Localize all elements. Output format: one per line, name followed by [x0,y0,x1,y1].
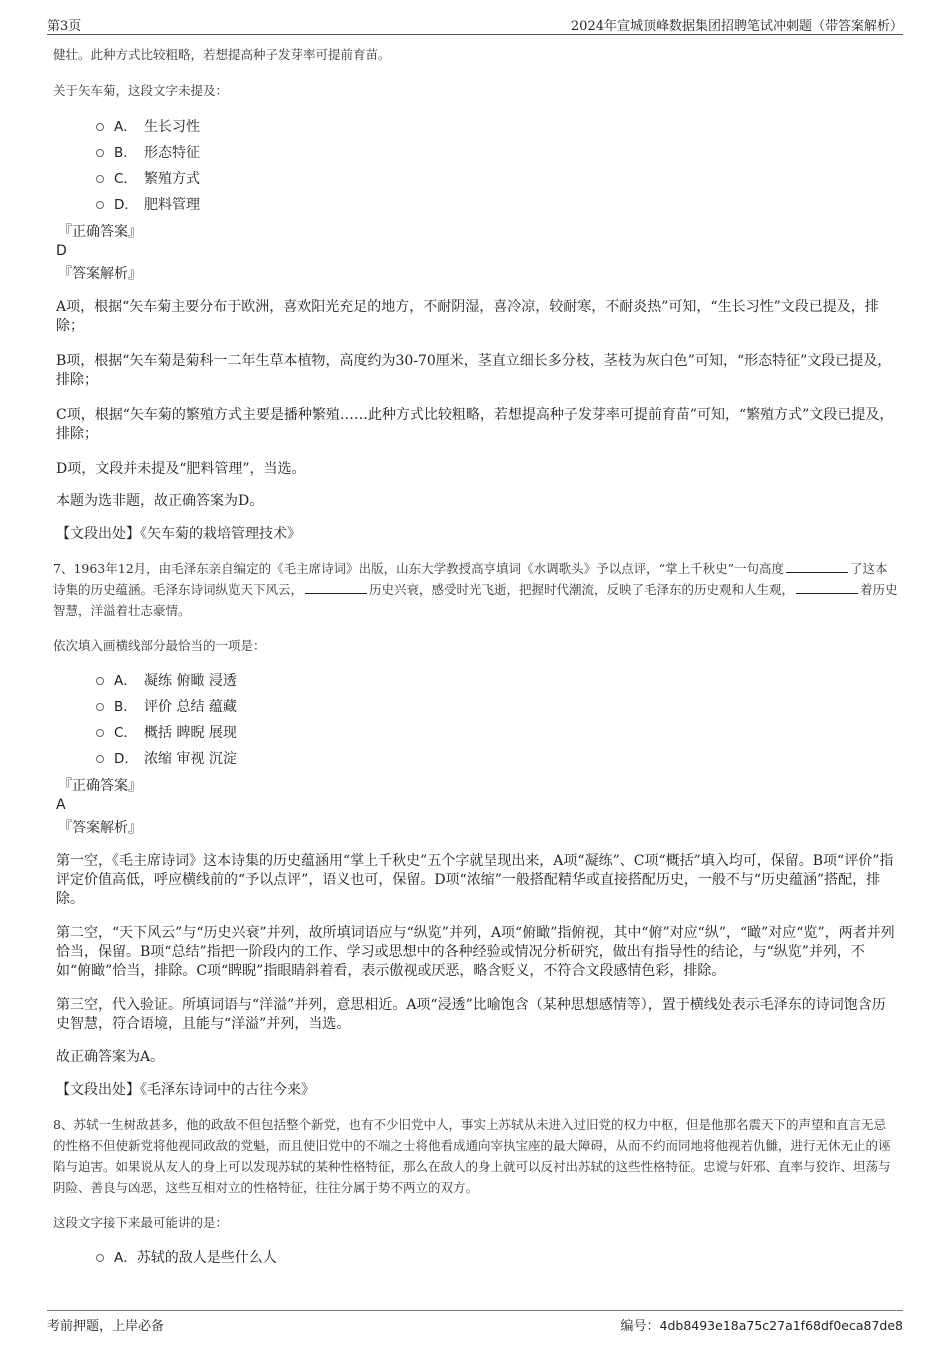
q6-analysis-d: D项，文段并未提及“肥料管理”，当选。 [56,461,306,477]
q6-option-c[interactable]: C． 繁殖方式 [96,166,898,192]
q6-option-d[interactable]: D． 肥料管理 [96,192,898,218]
q7-option-d[interactable]: D． 浓缩 审视 沉淀 [96,746,898,772]
q8-prompt: 这段文字接下来最可能讲的是： [53,1215,229,1230]
q7-option-b[interactable]: B． 评价 总结 蕴藏 [96,694,898,720]
q6-answer: D [56,243,67,259]
q6-answer-label: 『正确答案』 [58,224,142,240]
q6-option-b[interactable]: B． 形态特征 [96,140,898,166]
radio-icon[interactable] [96,201,104,209]
q7-source: 【文段出处】《毛泽东诗词中的古往今来》 [56,1082,315,1098]
q8-stem: 8、苏轼一生树敌甚多，他的政敌不但包括整个新党，也有不少旧党中人，事实上苏轼从未进入过旧党的权力中枢，但是他那名震天下的声望和直言无忌的性格不但使新党将他视同政敌的党魁，而且使旧党中的不端之士将他看成通向宰执宝座的最大障碍，从而不约而同地将他视若仇雠，进行无休无止的诬陷与迫害。如果说从友人的身上可以发现苏轼的某种性格特征，那么在敌人的身上就可以反衬出苏轼的这些性格特征。忠谠与奸邪、直率与狡诈、坦荡与阴险、善良与凶恶，这些互相对立的性格特征，往往分属于势不两立的双方。 [53,1117,891,1195]
q6-analysis-a: A项，根据“矢车菊主要分布于欧洲，喜欢阳光充足的地方，不耐阴湿，喜冷凉，较耐寒，不耐炎热”可知，“生长习性”文段已提及，排除； [56,299,879,334]
q6-prompt: 关于矢车菊，这段文字未提及： [53,83,229,98]
blank-1 [786,560,848,573]
radio-icon[interactable] [96,703,104,711]
page-content [53,44,898,1271]
q7-stem: 7、1963年12月，由毛泽东亲自编定的《毛主席诗词》出版，山东大学教授高亨填词《水调歌头》予以点评，“掌上千秋史”一句高度 了这本诗集的历史蕴涵。毛泽东诗词纵览天下风云， 历史兴衰，感受时光飞逝，把握时代潮流，反映了毛泽东的历史观和人生观， 着历史智慧，洋溢着壮志豪情。 [53,561,898,618]
q6-options [96,114,898,218]
blank-3 [796,581,858,594]
q6-conclusion: 本题为选非题，故正确答案为D。 [56,493,264,509]
q6-option-a[interactable]: A． 生长习性 [96,114,898,140]
page-footer [47,1310,903,1333]
radio-icon[interactable] [96,1254,104,1262]
q6-analysis-b: B项，根据“矢车菊是菊科一二年生草本植物，高度约为30-70厘米，茎直立细长多分枝，茎枝为灰白色”可知，“形态特征”文段已提及，排除； [56,353,892,388]
radio-icon[interactable] [96,729,104,737]
q6-source: 【文段出处】《矢车菊的栽培管理技术》 [56,526,301,542]
radio-icon[interactable] [96,149,104,157]
radio-icon[interactable] [96,123,104,131]
page-number: 第3页 [47,19,82,34]
page-header [47,14,903,35]
footer-code: 编号：4db8493e18a75c27a1f68df0eca87de8 [620,1318,903,1334]
q7-analysis-blank2: 第二空，“天下风云”与“历史兴衰”并列，故所填词语应与“纵览”并列，A项“俯瞰”指俯视，其中“俯”对应“纵”，“瞰”对应“览”，两者并列恰当，保留。B项“总结”指把一阶段内的工作、学习或思想中的各种经验或情况分析研究，做出有指导性的结论，与“纵览”并列，不如“俯瞰”恰当，排除。C项“睥睨”指眼睛斜着看，表示傲视或厌恶，略含贬义，不符合文段感情色彩，排除。 [56,925,895,979]
q7-answer-label: 『正确答案』 [58,778,142,794]
q6-analysis-label: 『答案解析』 [58,266,142,282]
q7-option-a[interactable]: A． 凝练 俯瞰 浸透 [96,668,898,694]
q7-answer: A [56,797,66,813]
footer-slogan: 考前押题，上岸必备 [47,1319,165,1334]
radio-icon[interactable] [96,755,104,763]
document-title: 2024年宣城顶峰数据集团招聘笔试冲刺题（带答案解析） [570,19,903,34]
q7-analysis-label: 『答案解析』 [58,820,142,836]
blank-2 [305,581,367,594]
q7-option-c[interactable]: C． 概括 睥睨 展现 [96,720,898,746]
radio-icon[interactable] [96,677,104,685]
q7-conclusion: 故正确答案为A。 [56,1049,165,1065]
q6-analysis-c: C项，根据“矢车菊的繁殖方式主要是播种繁殖……此种方式比较粗略，若想提高种子发芽率可提前育苗”可知，“繁殖方式”文段已提及，排除； [56,407,894,442]
q7-options [96,668,898,772]
radio-icon[interactable] [96,175,104,183]
q7-analysis-blank1: 第一空，《毛主席诗词》这本诗集的历史蕴涵用“掌上千秋史”五个字就呈现出来，A项“凝练”、C项“概括”填入均可，保留。B项“评价”指评定价值高低，呼应横线前的“予以点评”，语义也可，保留。D项“浓缩”一般搭配精华或直接搭配历史，一般不与“历史蕴涵”搭配，排除。 [56,853,894,907]
q8-option-a[interactable]: A． 苏轼的敌人是些什么人 [96,1245,898,1271]
q8-options [96,1245,898,1271]
q6-stem-continuation: 健壮。此种方式比较粗略，若想提高种子发芽率可提前育苗。 [53,47,391,62]
q7-analysis-blank3: 第三空，代入验证。所填词语与“洋溢”并列，意思相近。A项“浸透”比喻饱含（某种思想感情等），置于横线处表示毛泽东的诗词饱含历史智慧，符合语境，且能与“洋溢”并列，当选。 [56,997,886,1032]
q7-prompt: 依次填入画横线部分最恰当的一项是： [53,638,266,653]
